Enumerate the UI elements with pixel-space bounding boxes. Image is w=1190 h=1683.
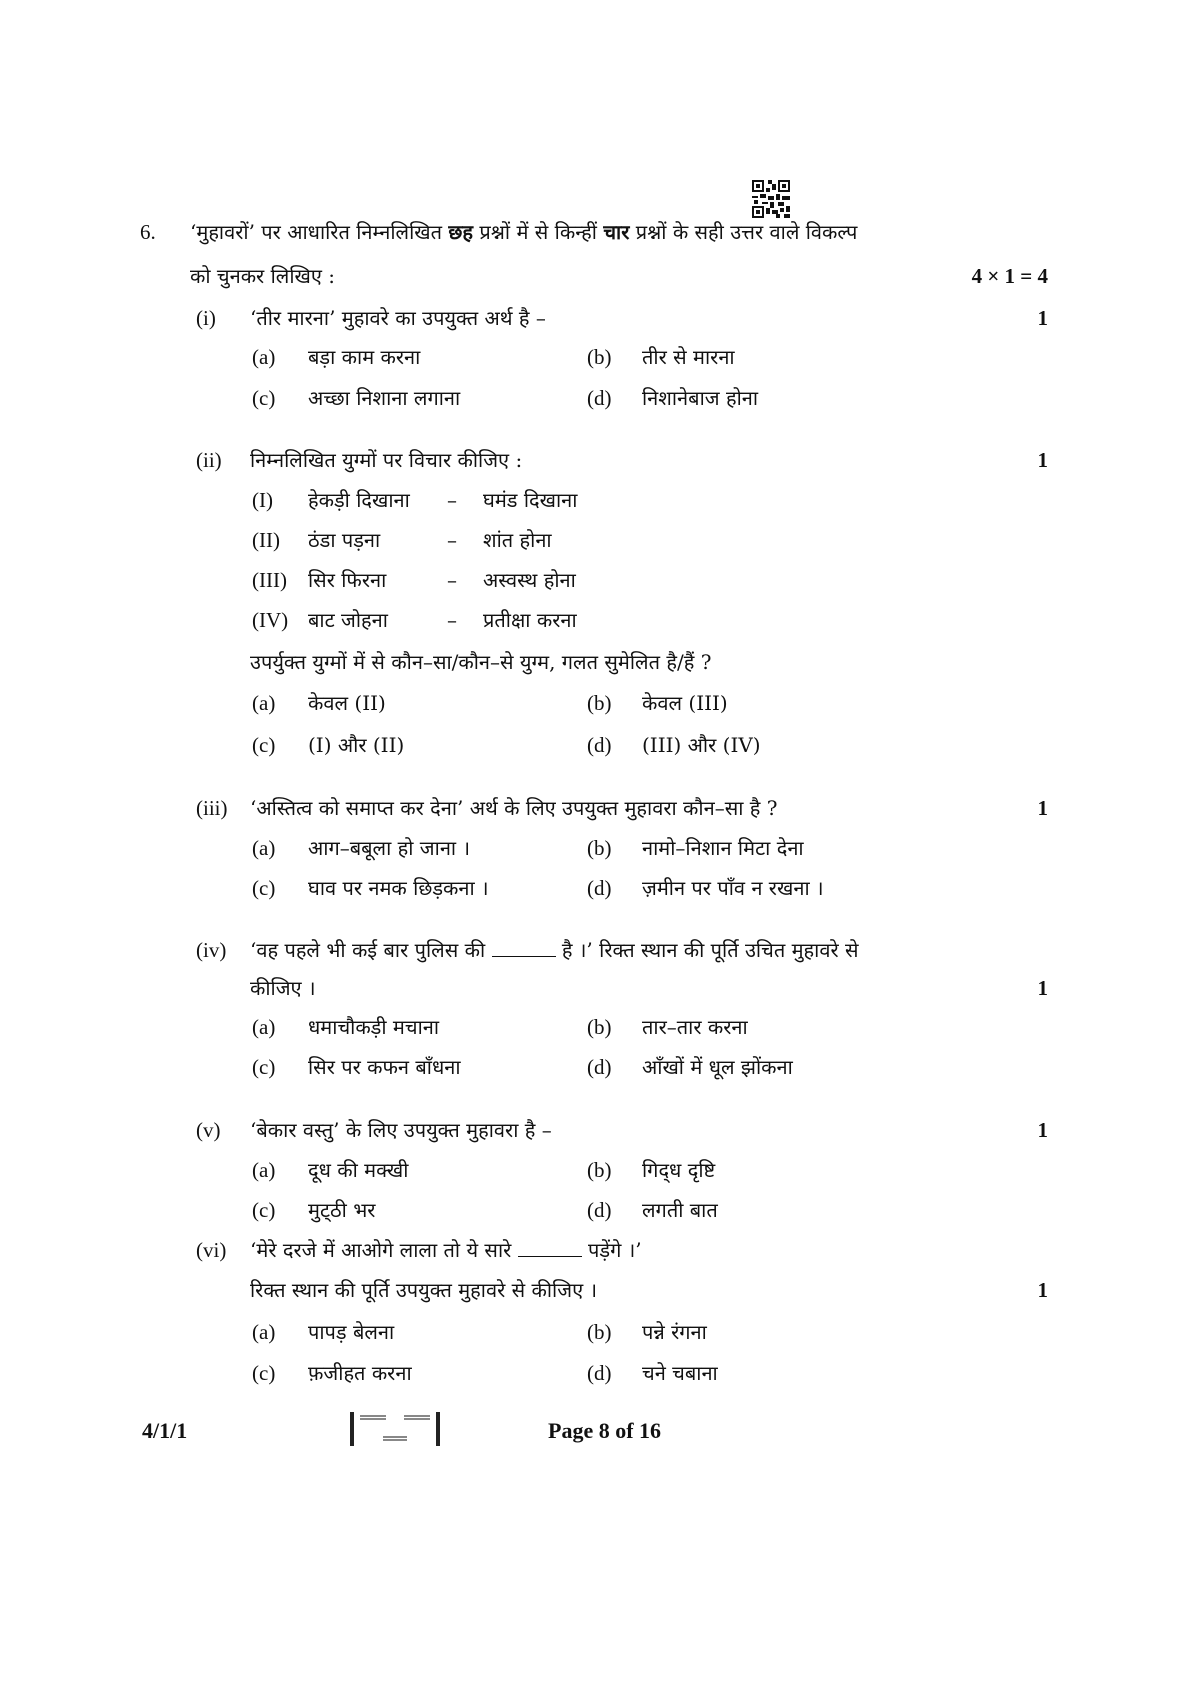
subquestion-text-line2: रिक्त स्थान की पूर्ति उपयुक्त मुहावरे से कीजिए । xyxy=(250,1278,598,1302)
option-label: (a) xyxy=(252,1015,276,1039)
option-text: नामो–निशान मिटा देना xyxy=(642,836,804,860)
subquestion-text: ‘अस्तित्व को समाप्त कर देना’ अर्थ के लिए उपयुक्त मुहावरा कौन–सा है ? xyxy=(250,796,778,820)
subquestion-marks: 1 xyxy=(1037,976,1048,1000)
pair-right: घमंड दिखाना xyxy=(483,488,578,512)
subquestion-label: (iii) xyxy=(196,796,228,820)
option-text: तार–तार करना xyxy=(642,1015,748,1039)
pair-label: (II) xyxy=(252,528,280,552)
pair-right: अस्वस्थ होना xyxy=(483,568,576,592)
fill-in-blank xyxy=(492,938,556,957)
option-text: अच्छा निशाना लगाना xyxy=(308,386,461,410)
subquestion-label: (v) xyxy=(196,1118,221,1142)
text-before-blank: ‘वह पहले भी कई बार पुलिस की xyxy=(250,938,486,962)
option-label: (d) xyxy=(587,1055,612,1079)
option-text: तीर से मारना xyxy=(642,345,735,369)
question-number: 6. xyxy=(140,220,156,244)
option-text: सिर पर कफन बाँधना xyxy=(308,1055,461,1079)
option-text: पापड़ बेलना xyxy=(308,1320,395,1344)
question-marks: 4 × 1 = 4 xyxy=(971,264,1048,288)
option-text: आग–बबूला हो जाना । xyxy=(308,836,471,860)
pair-label: (III) xyxy=(252,568,287,592)
intro-text: प्रश्नों के सही उत्तर वाले विकल्प xyxy=(629,220,858,244)
option-label: (d) xyxy=(587,876,612,900)
subquestion-text: ‘तीर मारना’ मुहावरे का उपयुक्त अर्थ है – xyxy=(250,306,546,330)
option-label: (d) xyxy=(587,1198,612,1222)
subquestion-text-line2: कीजिए । xyxy=(250,976,316,1000)
option-label: (b) xyxy=(587,1015,612,1039)
option-label: (d) xyxy=(587,386,612,410)
text-after-blank: है ।’ रिक्त स्थान की पूर्ति उचित मुहावरे से xyxy=(561,938,859,962)
option-label: (c) xyxy=(252,1198,276,1222)
option-label: (b) xyxy=(587,1320,612,1344)
pair-label: (I) xyxy=(252,488,273,512)
option-label: (c) xyxy=(252,386,276,410)
pair-left: बाट जोहना xyxy=(308,608,388,632)
pair-dash: – xyxy=(447,528,457,552)
question-intro-line1 xyxy=(190,219,857,245)
option-label: (a) xyxy=(252,1158,276,1182)
option-label: (a) xyxy=(252,836,276,860)
subquestion-text: निम्नलिखित युग्मों पर विचार कीजिए : xyxy=(250,448,523,472)
text-after-blank: पड़ेंगे ।’ xyxy=(588,1238,642,1262)
barcode-icon xyxy=(350,1412,440,1448)
option-label: (a) xyxy=(252,691,276,715)
pair-dash: – xyxy=(447,608,457,632)
subquestion-marks: 1 xyxy=(1037,1118,1048,1142)
option-text: दूध की मक्खी xyxy=(308,1158,409,1182)
fill-in-blank xyxy=(518,1238,582,1257)
option-text: मुट्‌ठी भर xyxy=(308,1198,376,1222)
subquestion-marks: 1 xyxy=(1037,1278,1048,1302)
option-text: (III) और (IV) xyxy=(642,733,761,757)
subquestion-text: ‘बेकार वस्तु’ के लिए उपयुक्त मुहावरा है – xyxy=(250,1118,552,1142)
qr-code-icon xyxy=(752,180,790,218)
subquestion-label: (iv) xyxy=(196,938,227,962)
option-label: (c) xyxy=(252,1055,276,1079)
pair-left: ठंडा पड़ना xyxy=(308,528,381,552)
pair-dash: – xyxy=(447,488,457,512)
subquestion-label: (vi) xyxy=(196,1238,227,1262)
subquestion-label: (i) xyxy=(196,306,216,330)
option-text: आँखों में धूल झोंकना xyxy=(642,1055,793,1079)
text-before-blank: ‘मेरे दरजे में आओगे लाला तो ये सारे xyxy=(250,1238,512,1262)
pair-left: हेकड़ी दिखाना xyxy=(308,488,410,512)
subquestion-statement: उपर्युक्त युग्मों में से कौन–सा/कौन–से युग्म, गलत सुमेलित है/हैं ? xyxy=(250,650,712,674)
option-label: (a) xyxy=(252,345,276,369)
option-text: लगती बात xyxy=(642,1198,718,1222)
pair-label: (IV) xyxy=(252,608,289,632)
subquestion-label: (ii) xyxy=(196,448,222,472)
option-text: (I) और (II) xyxy=(308,733,405,757)
option-label: (d) xyxy=(587,1361,612,1385)
option-text: धमाचौकड़ी मचाना xyxy=(308,1015,440,1039)
option-label: (b) xyxy=(587,691,612,715)
option-text: केवल (II) xyxy=(308,691,386,715)
option-text: बड़ा काम करना xyxy=(308,345,421,369)
subquestion-text xyxy=(250,1237,642,1263)
pair-right: शांत होना xyxy=(483,528,552,552)
option-text: पन्ने रंगना xyxy=(642,1320,707,1344)
option-label: (c) xyxy=(252,1361,276,1385)
intro-emphasis-six: छह xyxy=(448,220,474,244)
option-label: (c) xyxy=(252,733,276,757)
intro-text: ‘मुहावरों’ पर आधारित निम्नलिखित xyxy=(190,220,449,244)
option-text: केवल (III) xyxy=(642,691,728,715)
option-label: (c) xyxy=(252,876,276,900)
option-text: फ़जीहत करना xyxy=(308,1361,412,1385)
paper-code: 4/1/1 xyxy=(142,1418,188,1443)
option-text: निशानेबाज होना xyxy=(642,386,759,410)
subquestion-marks: 1 xyxy=(1037,306,1048,330)
pair-left: सिर फिरना xyxy=(308,568,387,592)
option-label: (d) xyxy=(587,733,612,757)
option-text: ज़मीन पर पाँव न रखना । xyxy=(642,876,824,900)
option-text: चने चबाना xyxy=(642,1361,718,1385)
subquestion-marks: 1 xyxy=(1037,796,1048,820)
option-label: (a) xyxy=(252,1320,276,1344)
page-number: Page 8 of 16 xyxy=(548,1418,662,1443)
option-text: गिद्‌ध दृष्टि xyxy=(642,1158,716,1182)
option-label: (b) xyxy=(587,836,612,860)
pair-dash: – xyxy=(447,568,457,592)
subquestion-text xyxy=(250,937,859,963)
option-label: (b) xyxy=(587,345,612,369)
option-label: (b) xyxy=(587,1158,612,1182)
option-text: घाव पर नमक छिड़कना । xyxy=(308,876,489,900)
pair-right: प्रतीक्षा करना xyxy=(483,608,577,632)
intro-emphasis-four: चार xyxy=(603,220,630,244)
subquestion-marks: 1 xyxy=(1037,448,1048,472)
question-intro-line2: को चुनकर लिखिए : xyxy=(190,264,336,288)
intro-text: प्रश्नों में से किन्हीं xyxy=(473,220,604,244)
